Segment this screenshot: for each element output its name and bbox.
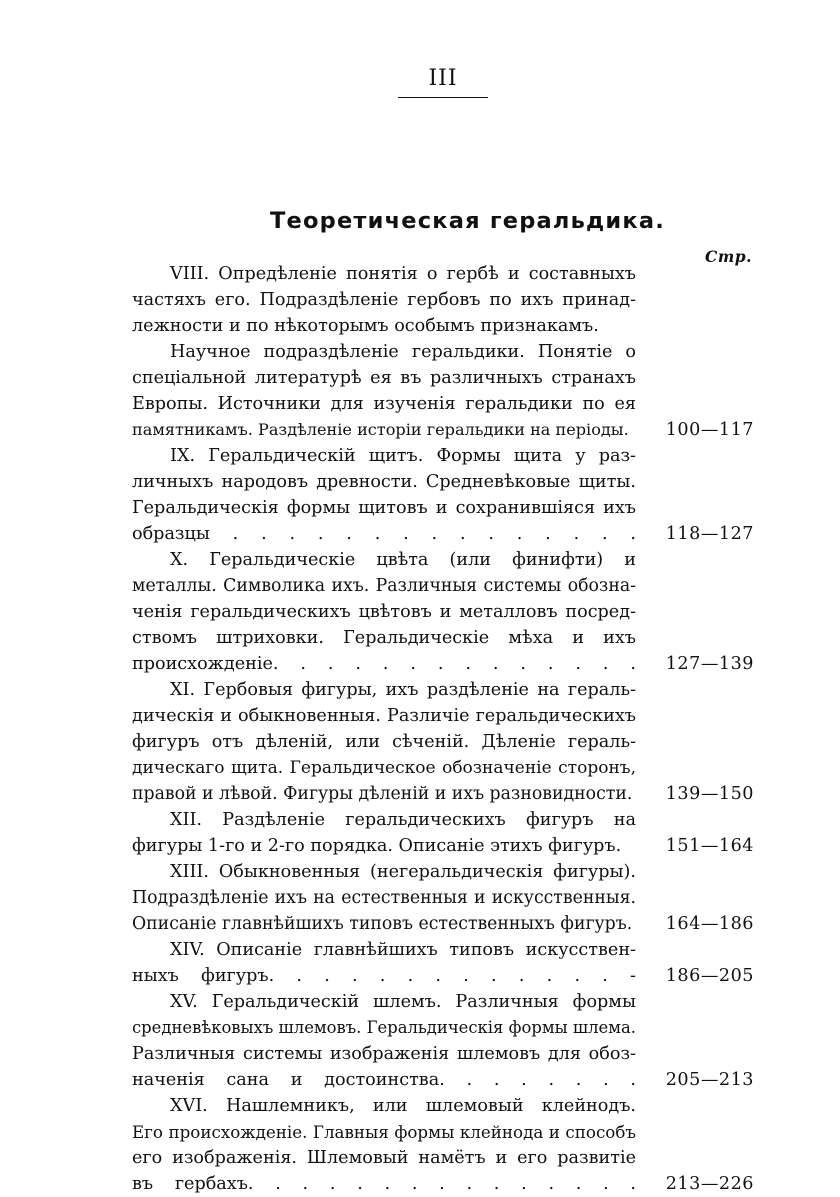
toc-entry [132, 339, 754, 443]
toc-line: личныхъ народовъ древности. Средневѣковые щиты. [132, 472, 636, 492]
toc-line: средневѣковыхъ шлемовъ. Геральдическія формы шлема. [132, 1018, 636, 1037]
toc-line: наченія сана и достоинства. . . . . . . . [132, 1070, 636, 1090]
toc-entry-text [132, 261, 636, 339]
toc-entry [132, 1093, 754, 1197]
toc-line: VIII. Опредѣленіе понятія о гербѣ и составныхъ [170, 264, 636, 284]
toc-entry-text [132, 443, 636, 547]
toc-line: X. Геральдическіе цвѣта (или финифти) и [170, 550, 636, 570]
toc-line: происхожденіе. . . . . . . . . . . . . . [132, 654, 636, 674]
toc-entry-text [132, 937, 636, 989]
toc-pages: 100—117 [665, 420, 754, 440]
toc-pages: 127—139 [665, 654, 754, 674]
toc-entry-text [132, 807, 636, 859]
toc-line: фигуры 1-го и 2-го порядка. Описаніе этихъ фигуръ. [132, 836, 622, 856]
toc-line: ныхъ фигуръ. . . . . . . . . . . . . - [132, 966, 636, 986]
toc-pages: 164—186 [665, 914, 754, 934]
toc-line: его изображенія. Шлемовый намётъ и его развитіе [132, 1148, 636, 1168]
toc-line: Его происхожденіе. Главныя формы клейнода и способъ [132, 1122, 636, 1142]
table-of-contents [132, 261, 754, 1197]
toc-line: Европы. Источники для изученія геральдики по ея [132, 394, 636, 414]
toc-entry-text [132, 339, 636, 443]
page-column-header: Стр. [705, 247, 752, 266]
toc-entry [132, 261, 754, 339]
toc-line: ченія геральдическихъ цвѣтовъ и металловъ посред- [132, 602, 636, 622]
toc-line: въ гербахъ. . . . . . . . . . . . . . . [132, 1174, 636, 1194]
toc-line: образцы . . . . . . . . . . . . . . . [132, 524, 636, 544]
toc-line: XI. Гербовыя фигуры, ихъ раздѣленіе на гераль- [170, 680, 636, 700]
toc-line: Геральдическія формы щитовъ и сохранившіяся ихъ [132, 498, 636, 518]
toc-entry [132, 937, 754, 989]
toc-pages: 186—205 [665, 966, 754, 986]
toc-line: спеціальной литературѣ ея въ различныхъ странахъ [132, 368, 636, 388]
toc-pages: 151—164 [665, 836, 754, 856]
toc-entry-text [132, 859, 636, 937]
toc-line: Описаніе главнѣйшихъ типовъ естественныхъ фигуръ. [132, 914, 633, 934]
toc-line: Научное подраздѣленіе геральдики. Понятіе о [170, 342, 636, 362]
toc-line: металлы. Символика ихъ. Различныя системы обозна- [132, 576, 636, 596]
page-number-rule [398, 97, 488, 98]
toc-line: дическія и обыкновенныя. Различіе геральдическихъ [132, 706, 636, 726]
toc-pages: 205—213 [665, 1070, 754, 1090]
toc-line: фигуръ отъ дѣленій, или сѣченій. Дѣленіе гераль- [132, 732, 636, 752]
toc-line: лежности и по нѣкоторымъ особымъ признакамъ. [132, 316, 599, 336]
toc-line: XV. Геральдическій шлемъ. Различныя формы [170, 992, 636, 1012]
toc-entry [132, 859, 754, 937]
toc-line: XIV. Описаніе главнѣйшихъ типовъ искусствен- [170, 940, 636, 960]
toc-entry [132, 807, 754, 859]
toc-entry-text [132, 547, 636, 677]
page-number: III [428, 66, 458, 91]
toc-entry-text [132, 677, 636, 807]
toc-entry [132, 443, 754, 547]
toc-line: памятникамъ. Раздѣленіе исторіи геральдики на періоды. [132, 420, 629, 439]
toc-entry-text [132, 989, 636, 1093]
toc-entry [132, 677, 754, 807]
toc-line: Подраздѣленіе ихъ на естественныя и искусственныя. [132, 888, 636, 908]
toc-pages: 118—127 [665, 524, 754, 544]
toc-line: правой и лѣвой. Фигуры дѣленій и ихъ разновидности. [132, 784, 633, 804]
toc-line: XII. Раздѣленіе геральдическихъ фигуръ на [170, 810, 636, 830]
toc-line: XVI. Нашлемникъ, или шлемовый клейнодъ. [170, 1096, 636, 1116]
toc-line: частяхъ его. Подраздѣленіе гербовъ по ихъ принад- [132, 290, 636, 310]
toc-line: Различныя системы изображенія шлемовъ для обоз- [132, 1044, 636, 1064]
toc-line: XIII. Обыкновенныя (негеральдическія фигуры). [170, 862, 636, 882]
toc-line: ствомъ штриховки. Геральдическіе мѣха и ихъ [132, 628, 636, 648]
toc-line: IX. Геральдическій щитъ. Формы щита у раз- [170, 446, 636, 466]
toc-entry [132, 989, 754, 1093]
toc-pages: 213—226 [665, 1174, 754, 1194]
toc-pages: 139—150 [665, 784, 754, 804]
toc-entry [132, 547, 754, 677]
section-title: Теоретическая геральдика. [270, 208, 665, 234]
toc-entry-text [132, 1093, 636, 1197]
toc-line: дическаго щита. Геральдическое обозначеніе сторонъ, [132, 758, 636, 778]
